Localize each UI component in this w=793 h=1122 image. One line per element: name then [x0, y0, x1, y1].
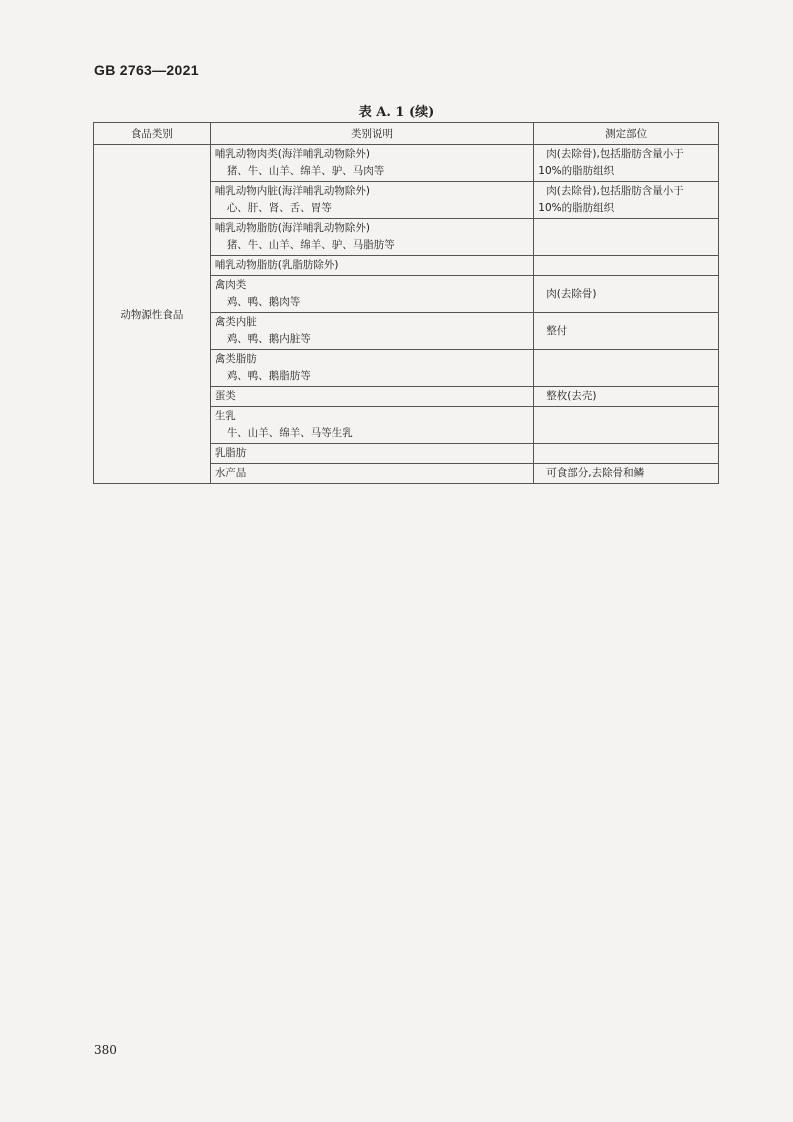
- detection-part-text: 可食部分,去除骨和鳞: [546, 467, 645, 479]
- description-detail: 心、肝、肾、舌、胃等: [226, 202, 332, 214]
- food-category-cell: 动物源性食品: [94, 145, 211, 484]
- detection-part-cell: [534, 350, 719, 387]
- table-row: [94, 145, 719, 182]
- category-description-cell: [210, 256, 533, 276]
- detection-part-cell: [534, 276, 719, 313]
- category-description-cell: [210, 444, 533, 464]
- header-food-category: 食品类别: [94, 123, 211, 145]
- description-title: 水产品: [214, 467, 247, 479]
- description-title: 生乳: [214, 410, 236, 422]
- detection-part-text: 10%的脂肪组织: [538, 202, 615, 214]
- detection-part-cell: [534, 387, 719, 407]
- table-caption: 表 A. 1 (续): [358, 105, 435, 120]
- table-header-row: [94, 123, 719, 145]
- category-description-cell: [210, 182, 533, 219]
- detection-part-cell: [534, 256, 719, 276]
- detection-part-text: 整枚(去壳): [546, 390, 597, 402]
- detection-part-cell: [534, 313, 719, 350]
- description-title: 哺乳动物内脏(海洋哺乳动物除外): [214, 185, 371, 197]
- description-detail: 猪、牛、山羊、绵羊、驴、马肉等: [226, 165, 385, 177]
- detection-part-cell: [534, 219, 719, 256]
- detection-part-cell: [534, 182, 719, 219]
- header-category-description: 类别说明: [210, 123, 533, 145]
- category-description-cell: [210, 350, 533, 387]
- description-detail: 牛、山羊、绵羊、马等生乳: [226, 427, 353, 439]
- category-description-cell: [210, 464, 533, 484]
- description-detail: 鸡、鸭、鹅脂肪等: [226, 370, 311, 382]
- detection-part-text: 整付: [546, 324, 568, 337]
- category-description-cell: [210, 387, 533, 407]
- detection-part-cell: [534, 464, 719, 484]
- detection-part-table: [93, 122, 719, 484]
- document-id: GB 2763—2021: [94, 62, 199, 78]
- detection-part-text: 肉(去除骨),包括脂肪含量小于: [546, 148, 684, 160]
- detection-part-cell: [534, 444, 719, 464]
- description-detail: 猪、牛、山羊、绵羊、驴、马脂肪等: [226, 239, 395, 251]
- detection-part-cell: [534, 145, 719, 182]
- description-title: 禽类内脏: [214, 316, 257, 328]
- description-title: 哺乳动物脂肪(海洋哺乳动物除外): [214, 222, 371, 234]
- detection-part-cell: [534, 407, 719, 444]
- description-detail: 鸡、鸭、鹅肉等: [226, 296, 301, 308]
- description-title: 蛋类: [214, 390, 236, 402]
- category-description-cell: [210, 145, 533, 182]
- description-title: 禽肉类: [214, 279, 247, 291]
- description-title: 哺乳动物肉类(海洋哺乳动物除外): [214, 148, 371, 160]
- description-detail: 鸡、鸭、鹅内脏等: [226, 333, 311, 345]
- description-title: 哺乳动物脂肪(乳脂肪除外): [214, 259, 339, 271]
- category-description-cell: [210, 219, 533, 256]
- category-description-cell: [210, 276, 533, 313]
- category-description-cell: [210, 407, 533, 444]
- description-title: 乳脂肪: [214, 447, 247, 459]
- category-description-cell: [210, 313, 533, 350]
- page-number: 380: [94, 1043, 117, 1057]
- detection-part-text: 10%的脂肪组织: [538, 165, 615, 177]
- header-detection-part: 测定部位: [534, 123, 719, 145]
- description-title: 禽类脂肪: [214, 353, 257, 365]
- detection-part-text: 肉(去除骨),包括脂肪含量小于: [546, 185, 684, 197]
- detection-part-text: 肉(去除骨): [546, 287, 597, 300]
